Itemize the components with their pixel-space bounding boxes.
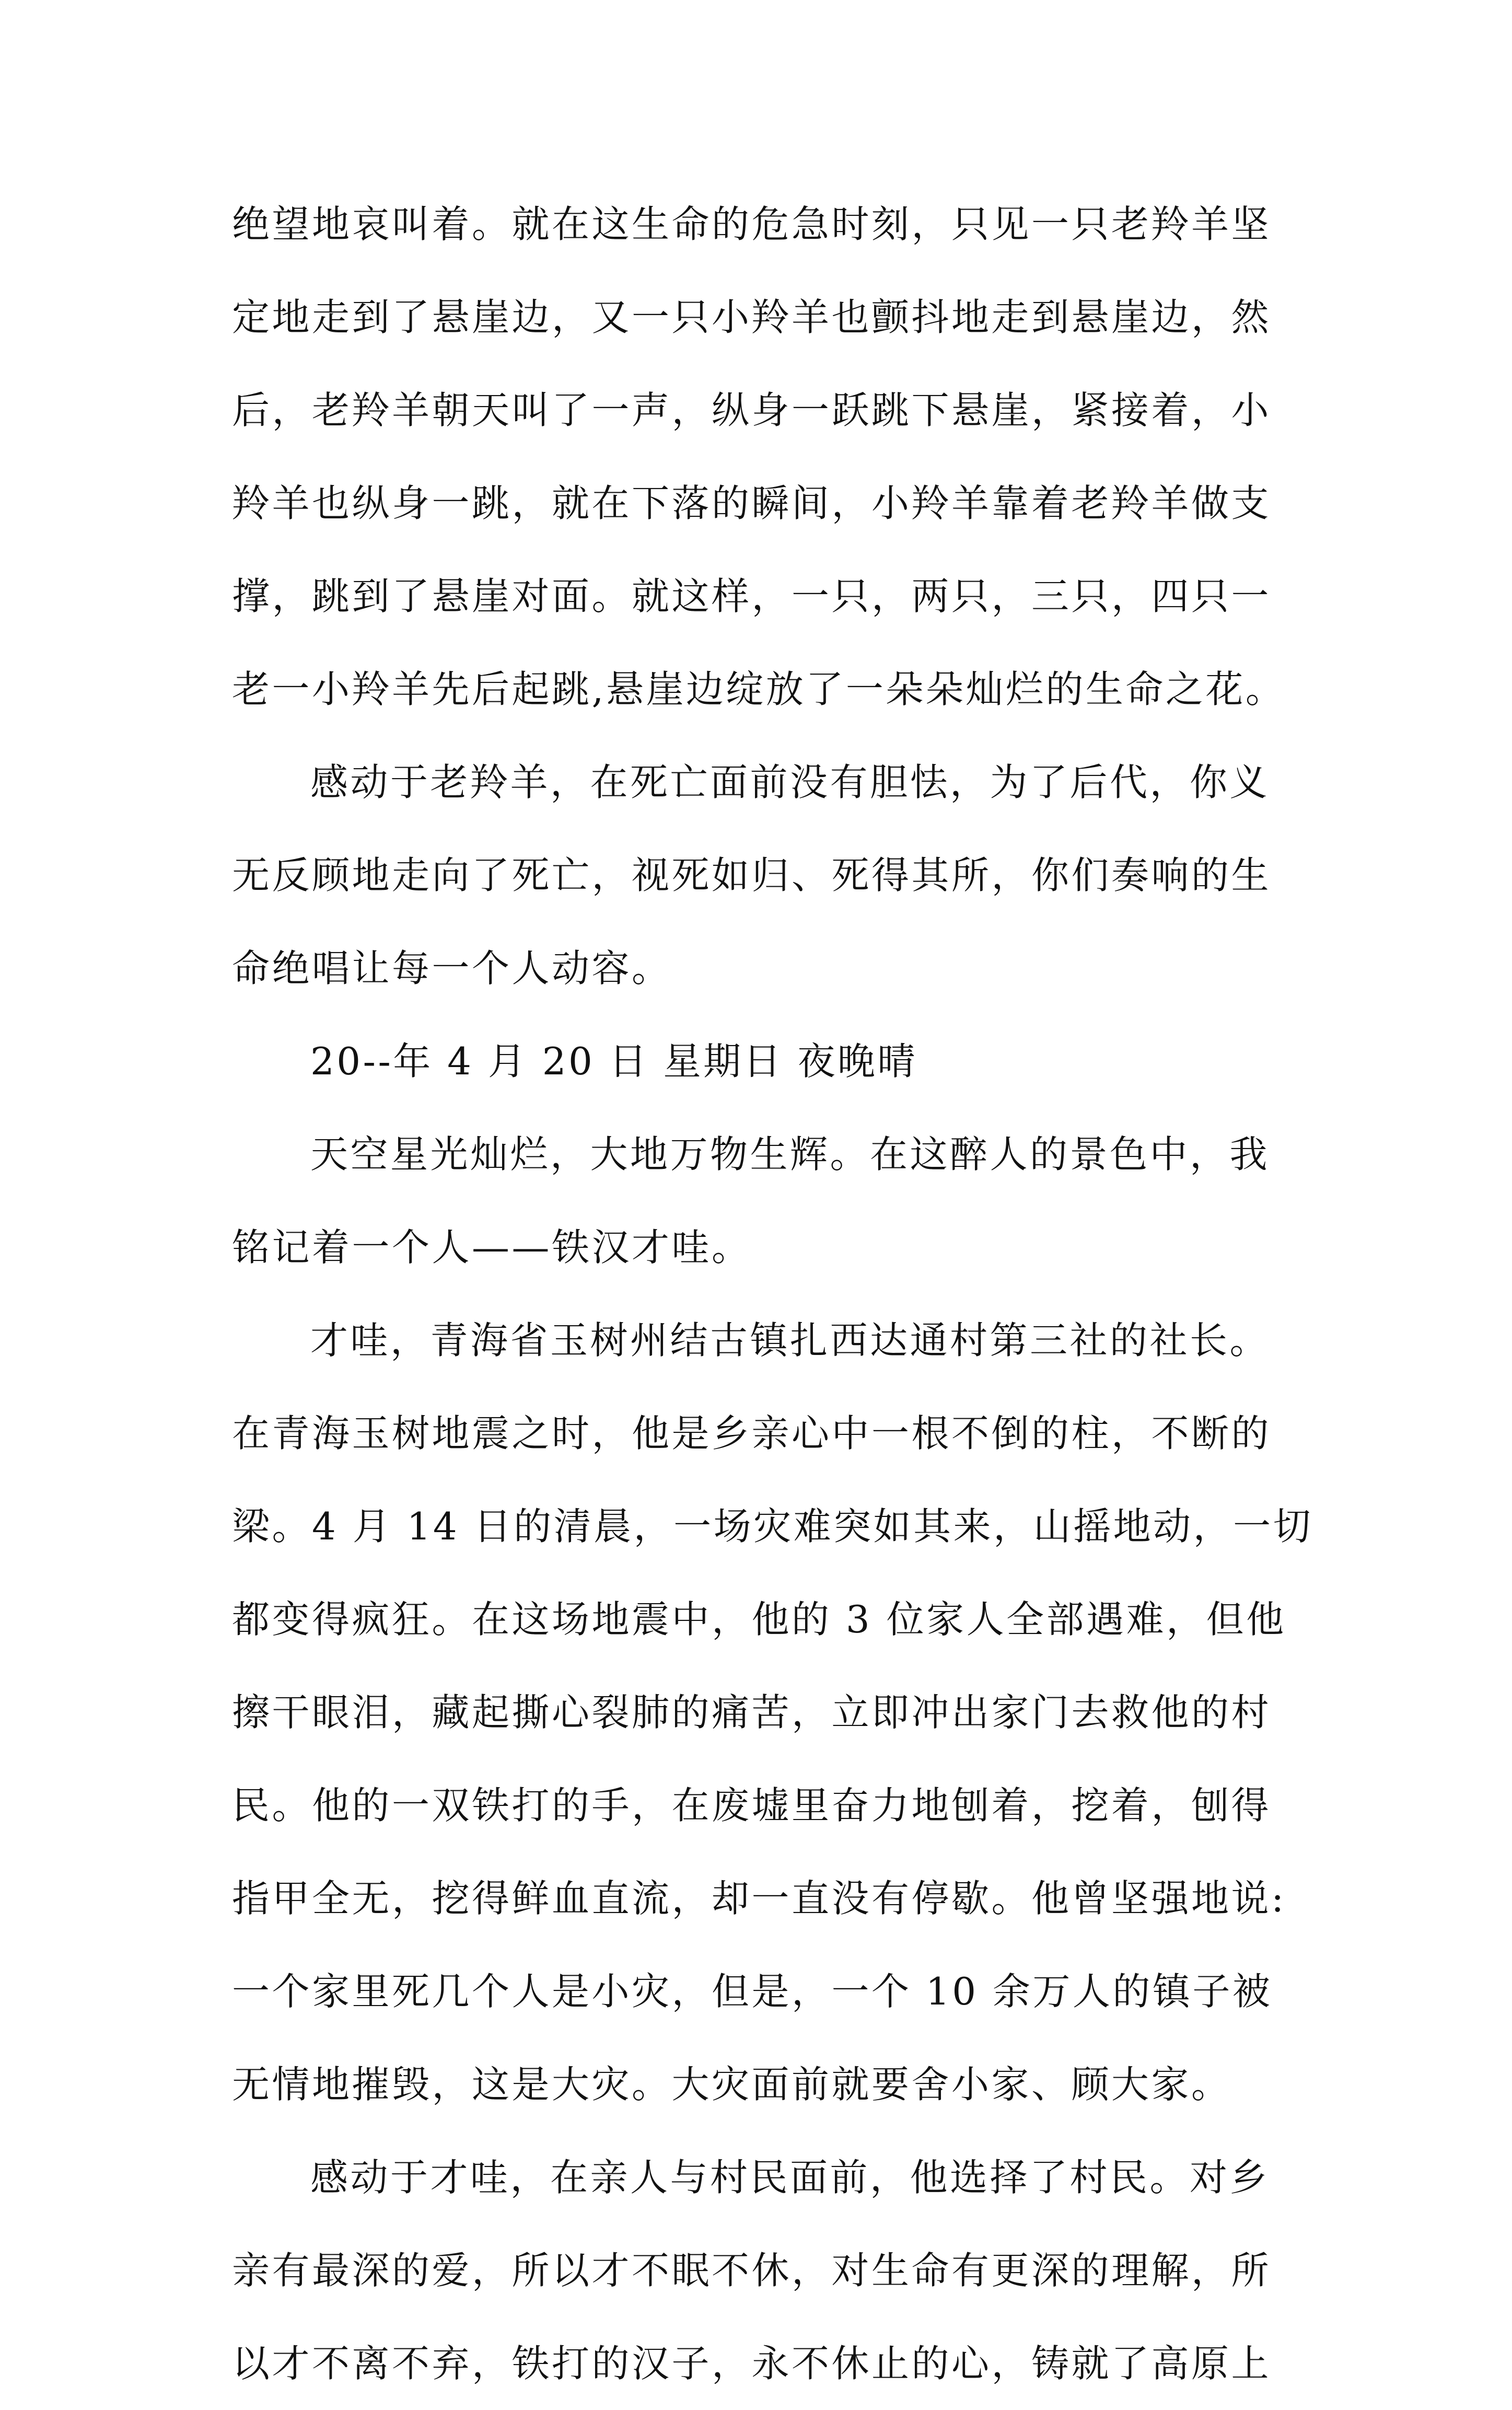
- text-line: 感动于老羚羊，在死亡面前没有胆怯，为了后代，你义: [310, 760, 1270, 804]
- text-line: 一个家里死几个人是小灾，但是，一个 10 余万人的镇子被: [232, 1969, 1273, 2013]
- text-line: 以才不离不弃，铁打的汉子，永不休止的心，铸就了高原上: [232, 2342, 1272, 2385]
- text-line: 梁。4 月 14 日的清晨，一场灾难突如其来，山摇地动，一切: [232, 1504, 1313, 1548]
- text-line: 指甲全无，挖得鲜血直流，却一直没有停歇。他曾坚强地说:: [232, 1876, 1286, 1920]
- text-line: 天空星光灿烂，大地万物生辉。在这醉人的景色中，我: [310, 1132, 1270, 1176]
- text-line: 羚羊也纵身一跳，就在下落的瞬间，小羚羊靠着老羚羊做支: [232, 481, 1272, 525]
- text-line: 绝望地哀叫着。就在这生命的危急时刻，只见一只老羚羊坚: [232, 202, 1272, 246]
- text-line: 在青海玉树地震之时，他是乡亲心中一根不倒的柱，不断的: [232, 1411, 1272, 1455]
- body-text: [232, 178, 1313, 2410]
- text-line: 无反顾地走向了死亡，视死如归、死得其所，你们奏响的生: [232, 853, 1272, 897]
- text-line: 定地走到了悬崖边，又一只小羚羊也颤抖地走到悬崖边，然: [232, 295, 1272, 339]
- text-line: 撑，跳到了悬崖对面。就这样，一只，两只，三只，四只一: [232, 574, 1272, 618]
- text-line: 20--年 4 月 20 日 星期日 夜晚晴: [310, 1039, 918, 1083]
- text-line: 民。他的一双铁打的手，在废墟里奋力地刨着，挖着，刨得: [232, 1783, 1272, 1827]
- text-line: 亲有最深的爱，所以才不眠不休，对生命有更深的理解，所: [232, 2249, 1272, 2292]
- text-line: 命绝唱让每一个人动容。: [232, 946, 672, 990]
- text-line: 感动于才哇，在亲人与村民面前，他选择了村民。对乡: [310, 2156, 1270, 2199]
- text-line: 老一小羚羊先后起跳,悬崖边绽放了一朵朵灿烂的生命之花。: [232, 667, 1286, 711]
- text-line: 无情地摧毁，这是大灾。大灾面前就要舍小家、顾大家。: [232, 2063, 1231, 2106]
- text-line: 才哇，青海省玉树州结古镇扎西达通村第三社的社长。: [310, 1318, 1270, 1362]
- text-line: 后，老羚羊朝天叫了一声，纵身一跃跳下悬崖，紧接着，小: [232, 388, 1272, 432]
- text-line: 擦干眼泪，藏起撕心裂肺的痛苦，立即冲出家门去救他的村: [232, 1690, 1272, 1734]
- text-line: 铭记着一个人——铁汉才哇。: [232, 1225, 752, 1269]
- text-line: 都变得疯狂。在这场地震中，他的 3 位家人全部遇难，但他: [232, 1597, 1286, 1641]
